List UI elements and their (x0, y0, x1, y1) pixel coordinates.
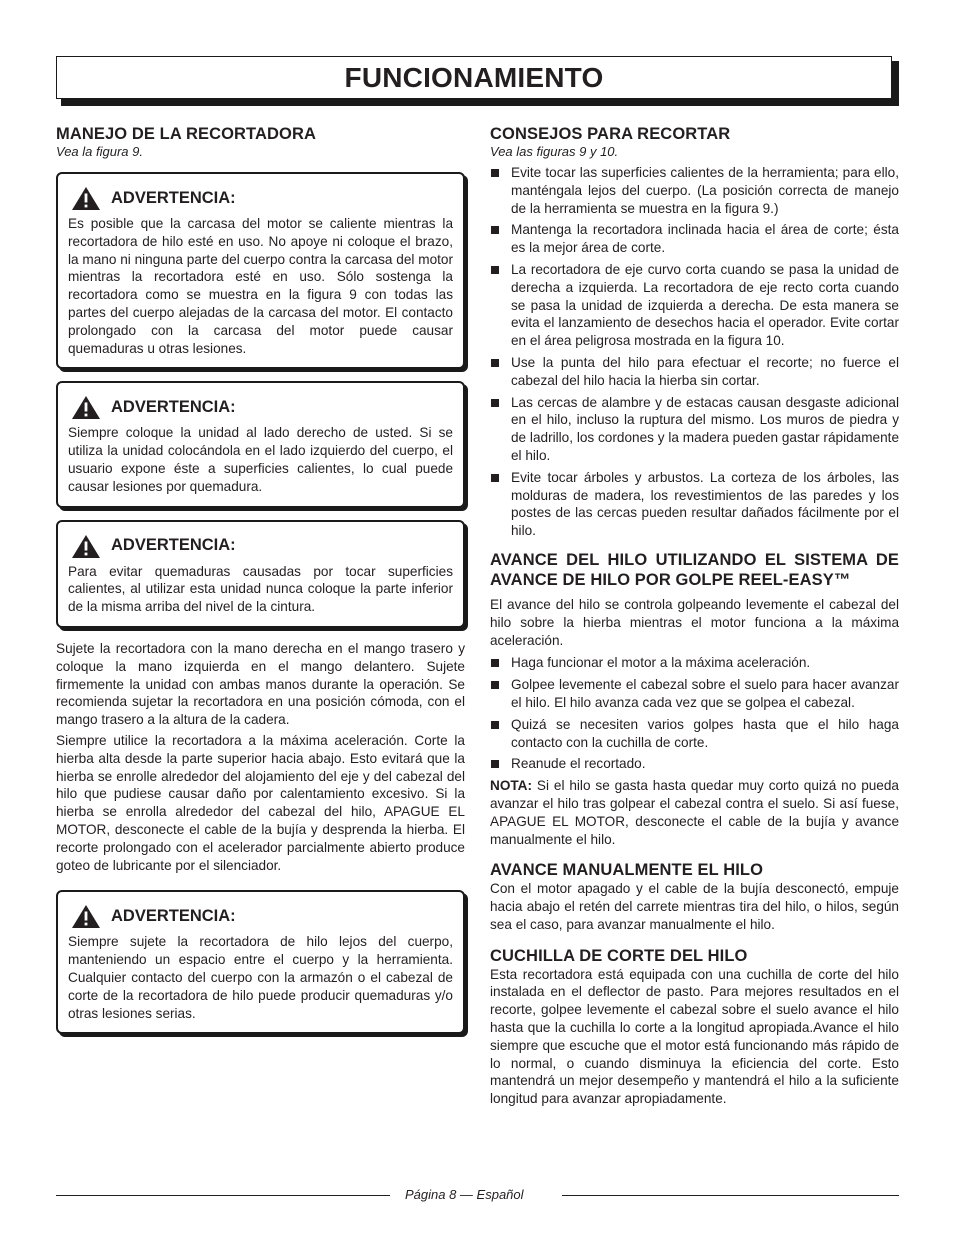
section-heading-manejo: MANEJO DE LA RECORTADORA (56, 125, 316, 143)
warning-label: ADVERTENCIA: (111, 397, 236, 416)
page-title-box (56, 56, 899, 106)
warning-box-3 (56, 520, 465, 628)
tips-list (490, 164, 899, 540)
footer-rule-right (562, 1195, 899, 1196)
note-text: Si el hilo se gasta hasta quedar muy corto quizá no pueda avanzar el hilo tras golpear el cabezal contra el suelo. Si así fuese, APAGUE EL MOTOR, desconecte el cable de la bujía y avance manualmente el hilo. (490, 778, 899, 847)
section-heading-cuchilla: CUCHILLA DE CORTE DEL HILO (490, 946, 748, 965)
section-heading-avance: AVANCE DEL HILO UTILIZANDO EL SISTEMA DE AVANCE DE HILO POR GOLPE REEL-EASY™ (490, 550, 899, 589)
list-item: Evite tocar las superficies calientes de la herramienta; para ello, manténgala lejos del cuerpo. (La posición correcta de manejo de la herramienta se muestra en la figura 9.) (490, 164, 899, 217)
section-heading-consejos: CONSEJOS PARA RECORTAR (490, 125, 731, 143)
warning-label: ADVERTENCIA: (111, 536, 236, 555)
warning-text: Es posible que la carcasa del motor se caliente mientras la recortadora de hilo esté en uso. No apoye ni coloque el brazo, la mano ni ninguna parte del cuerpo contra la carcasa del motor mientras la recortadora esté en uso. Sólo sostenga la recortadora como se muestra en la figura 9 con todas las partes del cuerpo alejadas de la carcasa del motor. El contacto prolongado con la carcasa del motor puede causar quemaduras u otras lesiones. (68, 216, 453, 356)
advance-steps-list (490, 654, 899, 773)
warning-box-4 (56, 890, 465, 1034)
warning-triangle-icon (71, 186, 101, 211)
right-column (490, 124, 899, 1108)
page-footer (56, 1186, 899, 1204)
figure-reference: Vea la figura 9. (56, 144, 143, 159)
list-item: Use la punta del hilo para efectuar el recorte; no fuerce el cabezal del hilo hacia la hierba sin cortar. (490, 354, 899, 390)
body-paragraph: Sujete la recortadora con la mano derecha en el mango trasero y coloque la mano izquierda en el mango delantero. Sujete firmemente la unidad con ambas manos durante la operación. Se recomienda sujetar la recortadora en una posición cómoda, con el mango trasero a la altura de la cadera. (56, 640, 465, 728)
list-item: Haga funcionar el motor a la máxima aceleración. (490, 654, 899, 672)
list-item: La recortadora de eje curvo corta cuando se pasa la unidad de derecha a izquierda. La recortadora de eje recto corta cuando se pasa la unidad de izquierda a derecha. De esta manera se evita el lanzamiento de desechos hacia el operador. Evite cortar en el área peligrosa mostrada en la figura 10. (490, 261, 899, 350)
page-title: FUNCIONAMIENTO (344, 61, 604, 93)
body-paragraph: Con el motor apagado y el cable de la bujía desconectó, empuje hacia abajo el retén del carrete mientras tira del hilo, o hilos, según sea el caso, para avanzar manualmente el hilo. (490, 881, 899, 932)
list-item: Golpee levemente el cabezal sobre el suelo para hacer avanzar el hilo. El hilo avanza cada vez que se golpea el cabezal. (490, 676, 899, 712)
body-paragraph: Esta recortadora está equipada con una cuchilla de corte del hilo instalada en el deflector de pasto. Para mejores resultados en el recorte, golpee levemente el cabezal sobre el suelo avance el hilo hasta que la cuchilla lo corte a la longitud apropiada.Avance el hilo siempre que escuche que el motor está funcionando más rápido de lo normal, o cuando disminuya la eficiencia del corte. Esto mantendrá un mejor desempeño y mantendrá el hilo a la suficiente longitud para avanzar apropiadamente. (490, 966, 899, 1107)
warning-label: ADVERTENCIA: (111, 906, 236, 925)
figure-reference: Vea las figuras 9 y 10. (490, 144, 619, 159)
warning-triangle-icon (71, 904, 101, 929)
list-item: Mantenga la recortadora inclinada hacia el área de corte; ésta es la mejor área de corte. (490, 221, 899, 257)
section-heading-manual: AVANCE MANUALMENTE EL HILO (490, 861, 764, 880)
body-paragraph: Siempre utilice la recortadora a la máxima aceleración. Corte la hierba alta desde la parte superior hacia abajo. Esto evitará que la hierba se enrolle alrededor del alojamiento del eje y del cabezal del hilo que pudiese causar daño por calentamiento excesivo. Si la hierba se enrolla alrededor del cabezal del hilo, APAGUE EL MOTOR, desconecte el cable de la bujía y desprenda la hierba. El recorte prolongado con el acelerador parcialmente abierto produce goteo de lubricante por el silenciador. (56, 732, 465, 873)
warning-box-1 (56, 172, 465, 369)
body-paragraph: El avance del hilo se controla golpeando levemente el cabezal del hilo sobre la hierba mientras el motor funciona a la máxima aceleración. (490, 596, 899, 648)
list-item: Las cercas de alambre y de estacas causan desgaste adicional en el hilo, incluso la ruptura del mismo. Los muros de piedra y de ladrillo, los cordones y la madera pueden gastar rápidamente el hilo. (490, 394, 899, 465)
warning-triangle-icon (71, 395, 101, 420)
warning-text: Para evitar quemaduras causadas por tocar superficies calientes, al utilizar esta unidad nunca coloque la parte inferior de la misma arriba del nivel de la cintura. (68, 563, 453, 615)
list-item: Reanude el recortado. (490, 755, 899, 773)
title-frame (56, 56, 892, 99)
warning-box-2 (56, 381, 465, 507)
left-column (56, 124, 465, 1046)
warning-label: ADVERTENCIA: (111, 188, 236, 207)
note-paragraph (490, 777, 899, 848)
list-item: Quizá se necesiten varios golpes hasta que el hilo haga contacto con la cuchilla de corte. (490, 716, 899, 752)
warning-text: Siempre coloque la unidad al lado derecho de usted. Si se utiliza la unidad colocándola en el lado izquierdo del cuerpo, el usuario expone éste a superficies calientes, lo cual puede causar lesiones por quemadura. (68, 425, 453, 494)
footer-rule-left (56, 1195, 390, 1196)
warning-text: Siempre sujete la recortadora de hilo lejos del cuerpo, manteniendo un espacio entre el cuerpo y la herramienta. Cualquier contacto del cuerpo con la armazón o el cabezal de corte de la recortadora de hilo puede producir quemaduras y/o otras lesiones serias. (68, 934, 453, 1021)
footer-page-label: Página 8 — Español (405, 1187, 524, 1202)
list-item: Evite tocar árboles y arbustos. La corteza de los árboles, las molduras de madera, los revestimientos de las paredes y los postes de las cercas pueden resultar dañados fácilmente por el hilo. (490, 469, 899, 540)
warning-triangle-icon (71, 534, 101, 559)
note-label: NOTA: (490, 778, 533, 794)
